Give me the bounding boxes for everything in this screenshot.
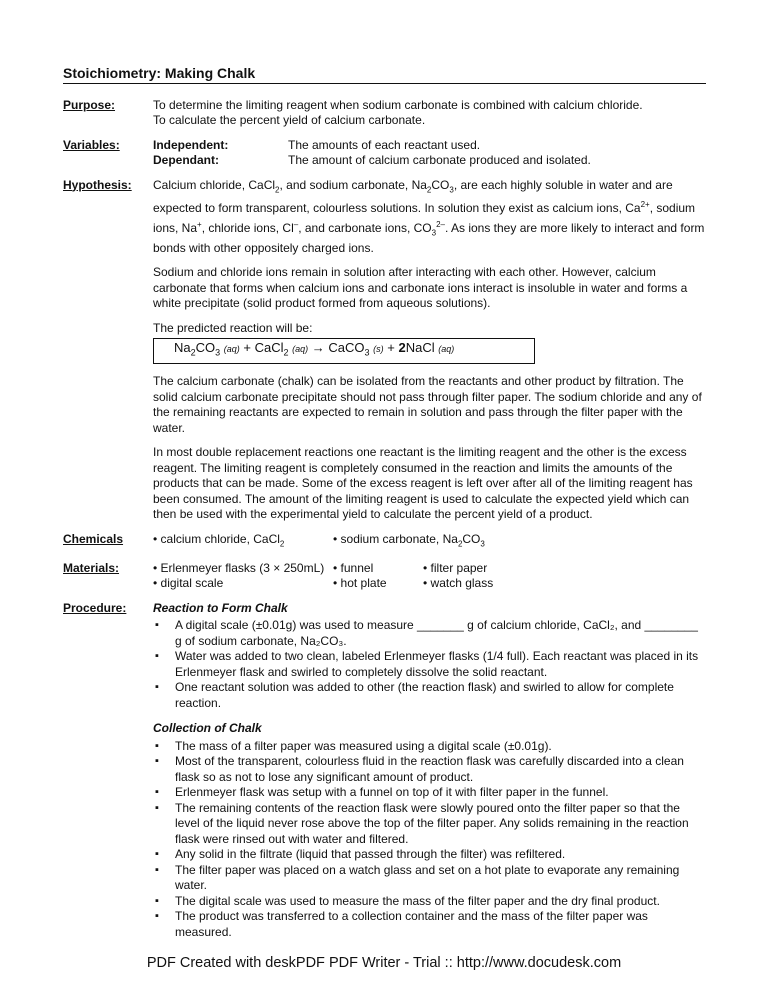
dependant-key: Dependant: — [153, 153, 219, 167]
hypothesis-paragraph-5: In most double replacement reactions one reactant is the limiting reagent and the other is the excess reagent. The limiting reagent is completely consumed in the reaction and limits the amounts of the products that can be made. Some of the excess reagent is left over after all of the limiting reagent has been consumed. The amount of the limiting reagent is used to calculate the expected yield which can then be used with the experimental yield to calculate the percent yield of a product. — [153, 445, 693, 522]
materials-section — [63, 561, 706, 592]
purpose-section — [63, 98, 706, 129]
procedure-label: Procedure: — [63, 600, 127, 615]
variables-label: Variables: — [63, 137, 120, 152]
hypothesis-paragraph-2: Sodium and chloride ions remain in solution after interacting with each other. However, calcium carbonate that forms when calcium ions and carbonate ions interact is insoluble in water and forms a white precipitate (solid product formed from aqueous solutions). — [153, 265, 688, 311]
pdf-footer: PDF Created with deskPDF PDF Writer - Trial :: http://www.docudesk.com — [146, 955, 622, 971]
hypothesis-label: Hypothesis: — [63, 177, 132, 192]
material-item: • hot plate — [333, 576, 387, 591]
independent-value: The amounts of each reactant used. — [288, 137, 481, 152]
document-title: Stoichiometry: Making Chalk — [63, 66, 706, 84]
list-item: ▪ One reactant solution was added to other (the reaction flask) and swirled to allow for complete reaction. — [153, 680, 706, 711]
procedure-subheading: Reaction to Form Chalk — [153, 600, 288, 615]
list-item: ▪ The mass of a filter paper was measured using a digital scale (±0.01g). — [153, 739, 706, 755]
list-item: ▪ The digital scale was used to measure the mass of the filter paper and the dry final product. — [153, 894, 706, 910]
chemicals-section — [63, 532, 706, 552]
material-item: • watch glass — [423, 576, 494, 591]
list-item: ▪ Most of the transparent, colourless fluid in the reaction flask was carefully discarded into a clean flask so as not to lose any significant amount of product. — [153, 754, 706, 785]
purpose-line-1: To determine the limiting reagent when sodium carbonate is combined with calcium chloride. — [153, 97, 643, 112]
list-item: ▪ Water was added to two clean, labeled Erlenmeyer flasks (1/4 full). Each reactant was placed in its Erlenmeyer flask and swirled to completely dissolve the solid reactant. — [153, 649, 706, 680]
reaction-equation-box: $Na_2CO_3$ (aq) + CaCl$_2$ (aq) → CaCO$_3$ (s) + 2NaCl (aq) — [153, 338, 535, 364]
procedure-section — [63, 601, 706, 951]
list-item: ▪ The filter paper was placed on a watch glass and set on a hot plate to evaporate any remaining water. — [153, 863, 706, 894]
chemical-item: • sodium carbonate, $Na_2CO_3$ — [333, 531, 485, 549]
list-item: ▪ The product was transferred to a collection container and the mass of the filter paper was measured. — [153, 909, 706, 940]
independent-key: Independent: — [153, 137, 229, 152]
materials-label: Materials: — [63, 560, 120, 575]
procedure-subheading: Collection of Chalk — [153, 721, 262, 736]
purpose-line-2: To calculate the percent yield of calcium carbonate. — [153, 113, 426, 127]
list-item: ▪ Any solid in the filtrate (liquid that passed through the filter) was refiltered. — [153, 847, 706, 863]
material-item: • filter paper — [423, 560, 488, 575]
hypothesis-section — [63, 178, 706, 523]
variables-section — [63, 138, 706, 169]
list-item: ▪ A digital scale (±0.01g) was used to measure _______ g of calcium chloride, CaCl₂, and ________ g of sodium carbonate, Na₂CO₃. — [153, 618, 706, 649]
hypothesis-paragraph-1: Calcium chloride, CaCl$_2$, and sodium carbonate, $Na_2CO_3$, are each highly soluble in water and are expected to form transparent, colourless solutions. In solution they exist as calcium ions, $Ca^{2+}$, sodium ions, Na+, chloride ions, Cl–, and carbonate ions, $CO_3^{2-}$. As ions they are more likely to interact and form bonds with other oppositely charged ions. — [153, 177, 705, 255]
document — [63, 66, 706, 959]
hypothesis-paragraph-3: The predicted reaction will be: — [153, 320, 313, 335]
chemical-item: • calcium chloride, CaCl$_2$ — [153, 531, 285, 549]
purpose-label: Purpose: — [63, 97, 116, 112]
dependant-value: The amount of calcium carbonate produced and isolated. — [288, 153, 591, 167]
procedure-list-reaction — [153, 618, 706, 711]
material-item: • funnel — [333, 560, 374, 575]
hypothesis-paragraph-4: The calcium carbonate (chalk) can be isolated from the reactants and other product by filtration. The solid calcium carbonate precipitate should not pass through filter paper. The sodium chloride and any of the remaining reactants are expected to remain in solution and pass through the filter paper with the water. — [153, 374, 702, 435]
procedure-list-collection — [153, 739, 706, 941]
chemicals-label: Chemicals — [63, 531, 124, 546]
material-item: • digital scale — [153, 576, 224, 591]
list-item: ▪ The remaining contents of the reaction flask were slowly poured onto the filter paper so that the level of the liquid never rose above the top of the filter paper. Any solids remaining in the reaction flask were rinsed out with water and filtered. — [153, 801, 706, 848]
material-item: • Erlenmeyer flasks (3 × 250mL) — [153, 560, 325, 575]
list-item: ▪ Erlenmeyer flask was setup with a funnel on top of it with filter paper in the funnel. — [153, 785, 706, 801]
